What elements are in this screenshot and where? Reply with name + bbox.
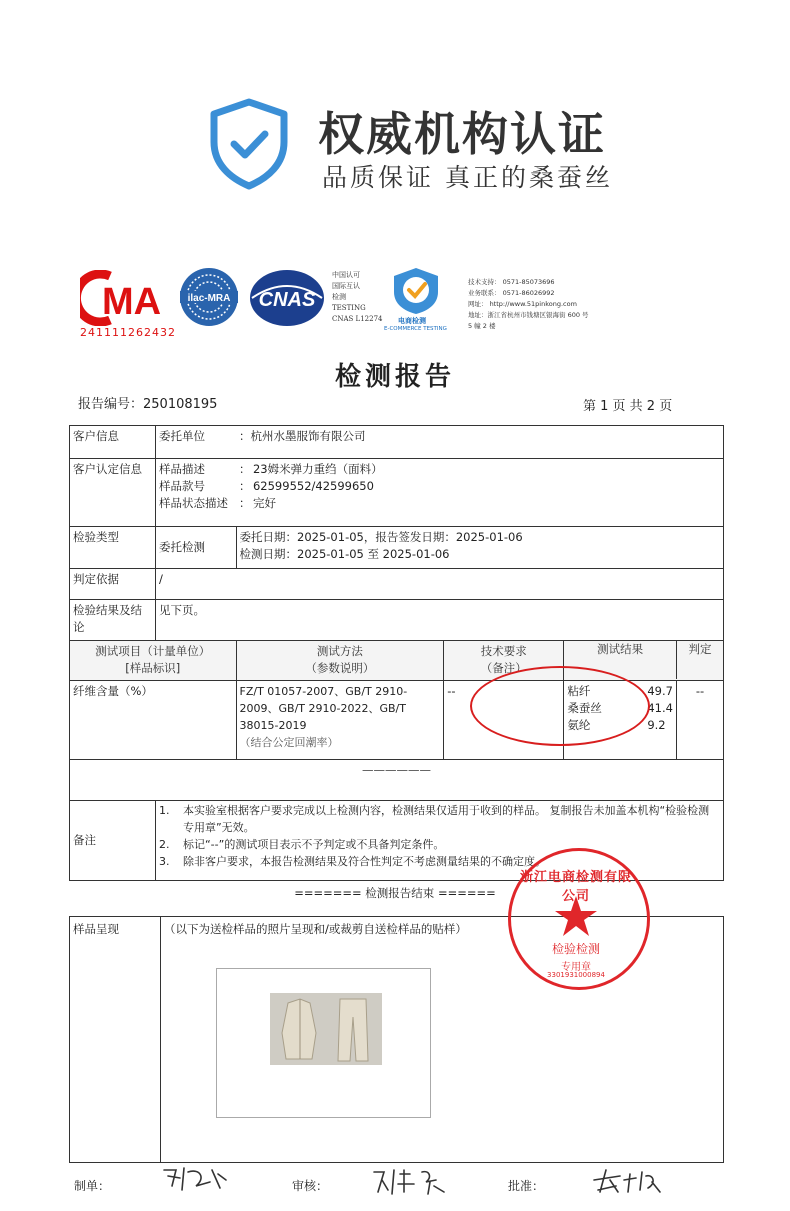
- reviewer-label: 审核：: [292, 1179, 329, 1193]
- ilac-mra-logo: [178, 266, 240, 328]
- sample-desc: （以下为送检样品的照片呈现和/或裁剪自送检样品的贴样）: [161, 917, 724, 1163]
- customer-cell: [155, 459, 723, 527]
- customer-item-value: 23姆米弹力重绉（面料）: [252, 462, 383, 476]
- method-cell: [236, 681, 444, 760]
- header-judge: 判定: [688, 642, 712, 656]
- reviewer-signature: [370, 1166, 450, 1196]
- cnas-text: CNAS: [258, 289, 316, 311]
- dates-line: 委托日期：2025-01-05，报告签发日期：2025-01-06: [239, 530, 523, 544]
- blank-row: [70, 760, 724, 801]
- report-title: 检测报告: [334, 362, 455, 392]
- contact-line: 网址： http://www.51pinkong.com: [468, 300, 577, 308]
- ecommerce-testing-logo: [390, 266, 442, 316]
- cnas-line: TESTING: [332, 304, 366, 312]
- cnas-line: 检测: [332, 293, 346, 301]
- header-row: [70, 641, 724, 681]
- shield-check-icon: [208, 98, 290, 190]
- header-text: 测试方法: [316, 644, 363, 658]
- cma-logo: [80, 270, 172, 326]
- approver-signature: [590, 1166, 664, 1196]
- notes-cell: [155, 801, 723, 881]
- cnas-logo: [248, 268, 326, 328]
- basis-label: 判定依据: [70, 569, 156, 600]
- item-cell: 纤维含量（%）: [70, 681, 156, 760]
- ecommerce-en-text: E-COMMERCE TESTING: [384, 326, 447, 332]
- dates-cell: [236, 527, 723, 569]
- result-value: 见下页。: [155, 600, 723, 641]
- cnas-line: CNAS L12274: [332, 315, 383, 323]
- maker-label: 制单：: [74, 1179, 111, 1193]
- header-result: 测试结果: [564, 641, 677, 679]
- result-highlight-ellipse: [470, 666, 650, 746]
- method-text: FZ/T 01057-2007、GB/T 2910-2009、GB/T 2910-2022、GB/T 38015-2019: [239, 685, 408, 732]
- header-subtitle: 品质保证 真正的桑蚕丝: [322, 163, 613, 192]
- client-value: ：杭州水墨服饰有限公司: [238, 429, 366, 443]
- req-cell: --: [444, 681, 564, 760]
- dates-box: [236, 527, 723, 565]
- sample-photo: [270, 993, 382, 1065]
- note-item: 2. 标记“--”的测试项目表示不予判定或不具备判定条件。: [158, 838, 445, 851]
- result-row: [70, 600, 724, 641]
- customer-label: 客户认定信息: [70, 459, 156, 527]
- result-item: 粘纤 49.7: [567, 684, 673, 698]
- dates-line: 检测日期：2025-01-05 至 2025-01-06: [239, 547, 450, 561]
- client-cell: [155, 426, 723, 459]
- header-text: （备注）: [480, 661, 527, 675]
- col-header-method: [236, 641, 444, 681]
- client-key: 委托单位: [158, 429, 205, 443]
- customer-item-value: 62599552/42599650: [252, 479, 374, 493]
- stamp-company: 浙江电商检测有限公司: [520, 870, 633, 904]
- customer-item-sep: ：: [238, 496, 251, 510]
- report-page: 第 1 页 共 2 页: [583, 399, 673, 414]
- stamp-code: 3301931000894: [547, 971, 605, 979]
- type-label: 检验类型: [70, 527, 156, 569]
- notes-label: 备注: [70, 801, 156, 881]
- customer-item-sep: ：: [238, 462, 251, 476]
- type-row: [70, 527, 724, 569]
- cnas-accreditation-text: [332, 270, 382, 325]
- contact-line: 地址：浙江省杭州市钱塘区银海街 600 号: [468, 311, 589, 319]
- result-item: 氨纶 9.2: [567, 718, 666, 732]
- contact-info: [468, 277, 589, 332]
- header-text: 测试项目（计量单位）: [95, 644, 211, 658]
- stamp-line2: 专用章: [561, 962, 591, 973]
- col-header-item: [70, 641, 237, 681]
- result-item: 桑蚕丝 41.4: [567, 701, 673, 715]
- customer-item: [159, 478, 720, 495]
- contact-line: 5 幢 2 楼: [468, 322, 496, 330]
- customer-row: [70, 459, 724, 527]
- report-number: 报告编号：250108195: [78, 397, 218, 412]
- cnas-line: 中国认可: [332, 271, 360, 279]
- cnas-line: 国际互认: [332, 282, 360, 290]
- customer-item: [159, 461, 720, 478]
- approver-label: 批准：: [508, 1179, 545, 1193]
- customer-item-value: 完好: [252, 496, 276, 510]
- client-row: [70, 426, 724, 459]
- customer-item-sep: ：: [238, 479, 251, 493]
- type-value: 委托检测: [155, 527, 236, 569]
- report-end-text: ======= 检测报告结束 ======: [294, 886, 496, 900]
- maker-signature: [160, 1164, 230, 1194]
- cma-logo-text: MA: [102, 281, 162, 323]
- customer-item-key: 样品状态描述: [158, 496, 228, 510]
- contact-line: 业务联系： 0571-86026992: [468, 289, 555, 297]
- blank-line: ——————: [70, 760, 724, 801]
- contact-line: 技术支持： 0571-85073696: [468, 278, 555, 286]
- ilac-text: ilac-MRA: [187, 293, 231, 304]
- customer-item: [159, 495, 720, 512]
- header-text: （参数说明）: [305, 661, 375, 675]
- judge-value: --: [695, 684, 705, 698]
- customer-item-key: 样品款号: [158, 479, 205, 493]
- header-title: 权威机构认证: [318, 107, 606, 161]
- cma-number: 241111262432: [80, 326, 176, 339]
- header-text: 技术要求: [480, 644, 527, 658]
- method-note: （结合公定回潮率）: [239, 736, 339, 749]
- basis-value: /: [155, 569, 723, 600]
- header-text: [样品标识]: [125, 661, 181, 675]
- basis-row: [70, 569, 724, 600]
- customer-item-key: 样品描述: [158, 462, 205, 476]
- note-item: 3. 除非客户要求，本报告检测结果及符合性判定不考虑测量结果的不确定度。: [158, 855, 546, 868]
- result-label: 检验结果及结论: [70, 600, 156, 641]
- report-table: [69, 425, 724, 881]
- note-item: 1. 本实验室根据客户要求完成以上检测内容，检测结果仅适用于收到的样品。 复制报告未加盖本机构“检验检测专用章”无效。: [158, 804, 710, 834]
- item-spacer: [155, 681, 236, 760]
- ecommerce-cn-text: 电商检测: [398, 317, 426, 325]
- stamp-line1: 检验检测: [551, 942, 600, 956]
- client-label: 客户信息: [70, 426, 156, 459]
- sample-label: 样品呈现: [70, 917, 161, 1163]
